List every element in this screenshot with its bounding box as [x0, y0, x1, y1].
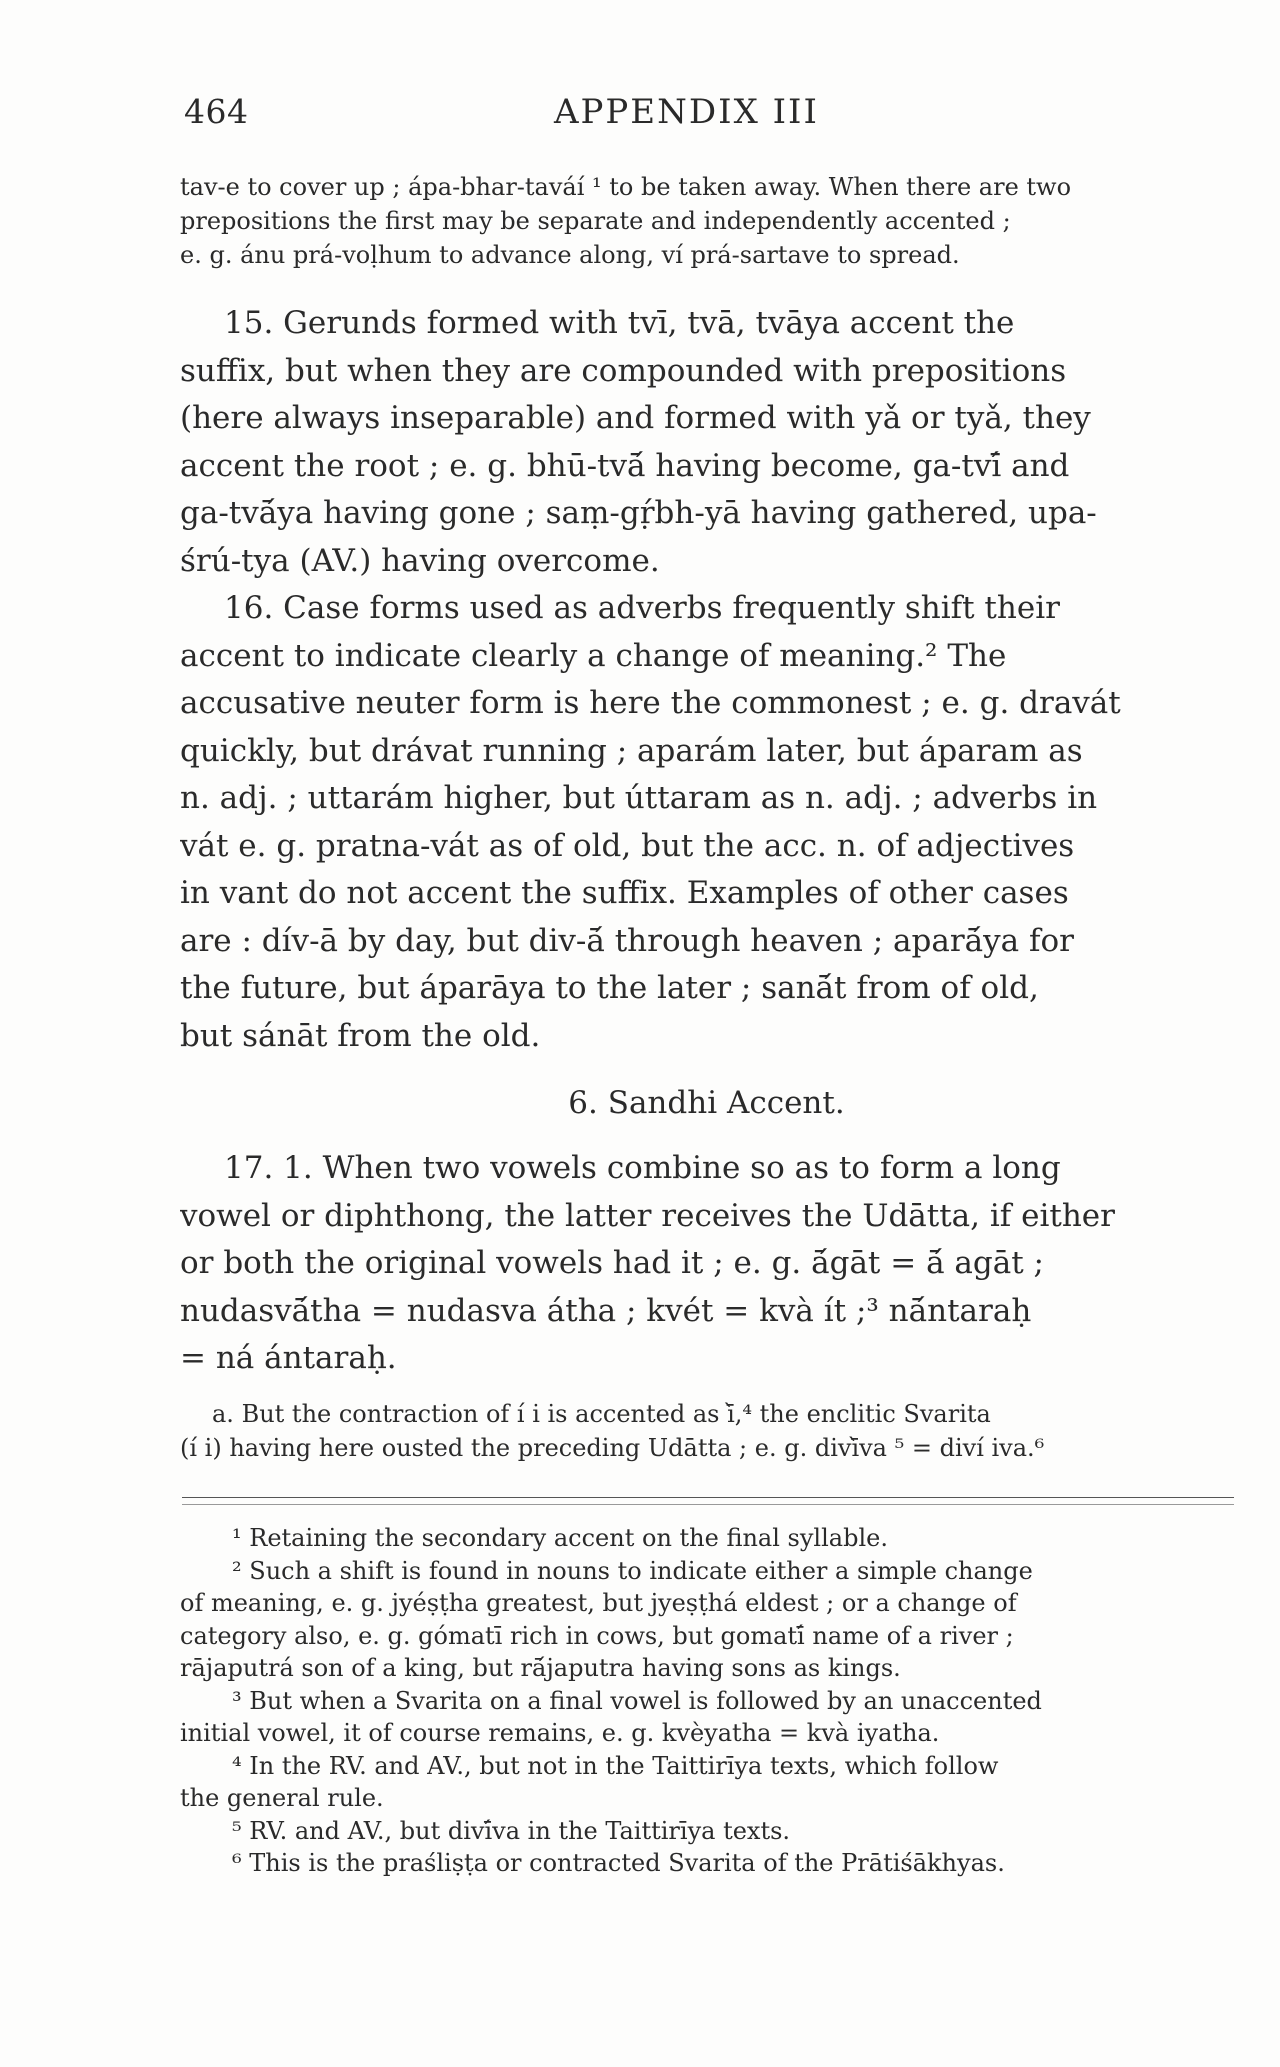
section-heading: 6. Sandhi Accent. — [568, 1085, 845, 1121]
footnote-line: ⁴ In the RV. and AV., but not in the Taittirīya texts, which follow — [232, 1751, 999, 1780]
note-a-paragraph — [180, 1397, 1233, 1465]
text-line: e. g. ánu prá-voḷhum to advance along, ví prá-sartave to spread. — [180, 241, 960, 269]
section-16-paragraph — [180, 585, 1233, 1060]
text-line: a. But the contraction of í i is accented as ī̀,⁴ the enclitic Svarita — [212, 1400, 991, 1428]
text-line: but sánāt from the old. — [180, 1017, 541, 1054]
footnote-line: ⁵ RV. and AV., but divī́va in the Taittirīya texts. — [232, 1816, 791, 1845]
text-line: 17. 1. When two vowels combine so as to form a long — [224, 1150, 1061, 1186]
intro-paragraph — [180, 170, 1233, 272]
text-line: tav-e to cover up ; ápa-bhar-taváí ¹ to be taken away. When there are two — [180, 173, 1072, 201]
text-line: suffix, but when they are compounded with prepositions — [180, 352, 1067, 389]
text-line: quickly, but drávat running ; aparám later, but áparam as — [180, 732, 1083, 769]
section-15-paragraph — [180, 300, 1233, 585]
footnote-line: the general rule. — [180, 1784, 384, 1812]
text-line: (here always inseparable) and formed with yǎ or tyǎ, they — [180, 400, 1091, 436]
text-line: n. adj. ; uttarám higher, but úttaram as n. adj. ; adverbs in — [180, 780, 1098, 816]
footnote-line: ¹ Retaining the secondary accent on the final syllable. — [232, 1524, 888, 1552]
text-line: accusative neuter form is here the commonest ; e. g. dravát — [180, 685, 1121, 721]
text-line: 15. Gerunds formed with tvī, tvā, tvāya accent the — [224, 305, 1015, 341]
text-line: ga-tvā́ya having gone ; saṃ-gṛ́bh-yā having gathered, upa- — [180, 495, 1097, 531]
footnote-line: ² Such a shift is found in nouns to indicate either a simple change — [232, 1556, 1033, 1585]
footnote-line: category also, e. g. gómatī rich in cows, but gomatī́ name of a river ; — [180, 1621, 1014, 1650]
footnote-line: initial vowel, it of course remains, e. g. kvèyatha = kvà iyatha. — [180, 1719, 940, 1747]
text-line: or both the original vowels had it ; e. g. ā́gāt = ā́ agāt ; — [180, 1245, 1044, 1281]
text-line: vát e. g. pratna-vát as of old, but the acc. n. of adjectives — [180, 827, 1075, 864]
page-number: 464 — [184, 92, 249, 131]
page-header — [180, 92, 1230, 142]
text-line: (í i) having here ousted the preceding Udātta ; e. g. divī̀va ⁵ = diví iva.⁶ — [180, 1434, 1045, 1462]
section-17-paragraph — [180, 1145, 1233, 1383]
text-line: in vant do not accent the suffix. Examples of other cases — [180, 875, 1069, 911]
text-line: vowel or diphthong, the latter receives the Udātta, if either — [180, 1197, 1115, 1234]
text-line: nudasvā́tha = nudasva átha ; kvét = kvà ít ;³ nā́ntaraḥ — [180, 1292, 1032, 1329]
running-head: APPENDIX III — [554, 92, 819, 132]
footnote-line: of meaning, e. g. jyéṣṭha greatest, but jyeṣṭhá eldest ; or a change of — [180, 1589, 1017, 1617]
text-line: 16. Case forms used as adverbs frequently shift their — [224, 590, 1060, 626]
footnotes — [180, 1522, 1233, 1880]
text-line: the future, but áparāya to the later ; sanā́t from of old, — [180, 970, 1039, 1006]
footnote-line: ³ But when a Svarita on a final vowel is followed by an unaccented — [232, 1686, 1042, 1715]
footnote-divider — [182, 1497, 1234, 1498]
footnote-divider-secondary — [182, 1504, 1234, 1505]
footnote-line: ⁶ This is the praśliṣṭa or contracted Svarita of the Prātiśākhyas. — [232, 1849, 1005, 1877]
text-line: prepositions the first may be separate and independently accented ; — [180, 207, 1011, 235]
text-line: accent to indicate clearly a change of meaning.² The — [180, 637, 1007, 674]
footnote-line: rājaputrá son of a king, but rā́japutra having sons as kings. — [180, 1654, 901, 1682]
text-line: = ná ántaraḥ. — [180, 1340, 397, 1376]
text-line: śrú-tya (AV.) having overcome. — [180, 542, 660, 579]
text-line: are : dív-ā by day, but div-ā́ through heaven ; aparā́ya for — [180, 922, 1074, 959]
text-line: accent the root ; e. g. bhū-tvā́ having become, ga-tvī́ and — [180, 447, 1070, 484]
